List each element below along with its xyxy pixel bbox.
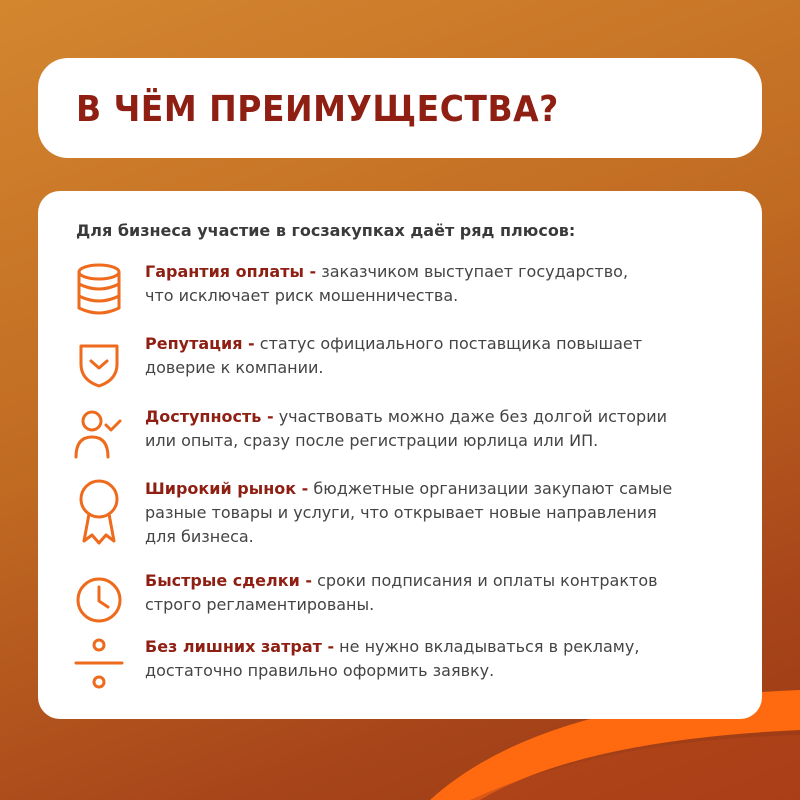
item-heading: Доступность - (145, 407, 274, 426)
clock-icon (68, 569, 130, 631)
page-title: В ЧЁМ ПРЕИМУЩЕСТВА? (76, 86, 559, 130)
award-medal-icon (68, 477, 130, 549)
item-text: Доступность - участвовать можно даже без долгой истории или опыта, сразу после регистрации юрлица или ИП. (145, 407, 667, 450)
content-card (38, 191, 762, 719)
user-check-icon (68, 405, 130, 467)
title-card (38, 58, 762, 158)
item-text: Гарантия оплаты - заказчиком выступает государство, что исключает риск мошенничества. (145, 262, 629, 305)
shield-check-icon (68, 332, 130, 394)
item-heading: Репутация - (145, 334, 255, 353)
intro-text: Для бизнеса участие в госзакупках даёт ряд плюсов: (76, 221, 576, 240)
item-text: Без лишних затрат - не нужно вкладываться в рекламу, достаточно правильно оформить заявку. (145, 637, 640, 680)
divide-icon (68, 635, 130, 697)
item-heading: Быстрые сделки - (145, 571, 313, 590)
item-heading: Широкий рынок - (145, 479, 309, 498)
item-heading: Без лишних затрат - (145, 637, 335, 656)
database-icon (68, 260, 130, 322)
item-text: Широкий рынок - бюджетные организации закупают самые разные товары и услуги, что открывает новые направления для бизнеса. (145, 479, 673, 546)
item-heading: Гарантия оплаты - (145, 262, 317, 281)
item-text: Быстрые сделки - сроки подписания и оплаты контрактов строго регламентированы. (145, 571, 658, 614)
item-text: Репутация - статус официального поставщика повышает доверие к компании. (145, 334, 643, 377)
